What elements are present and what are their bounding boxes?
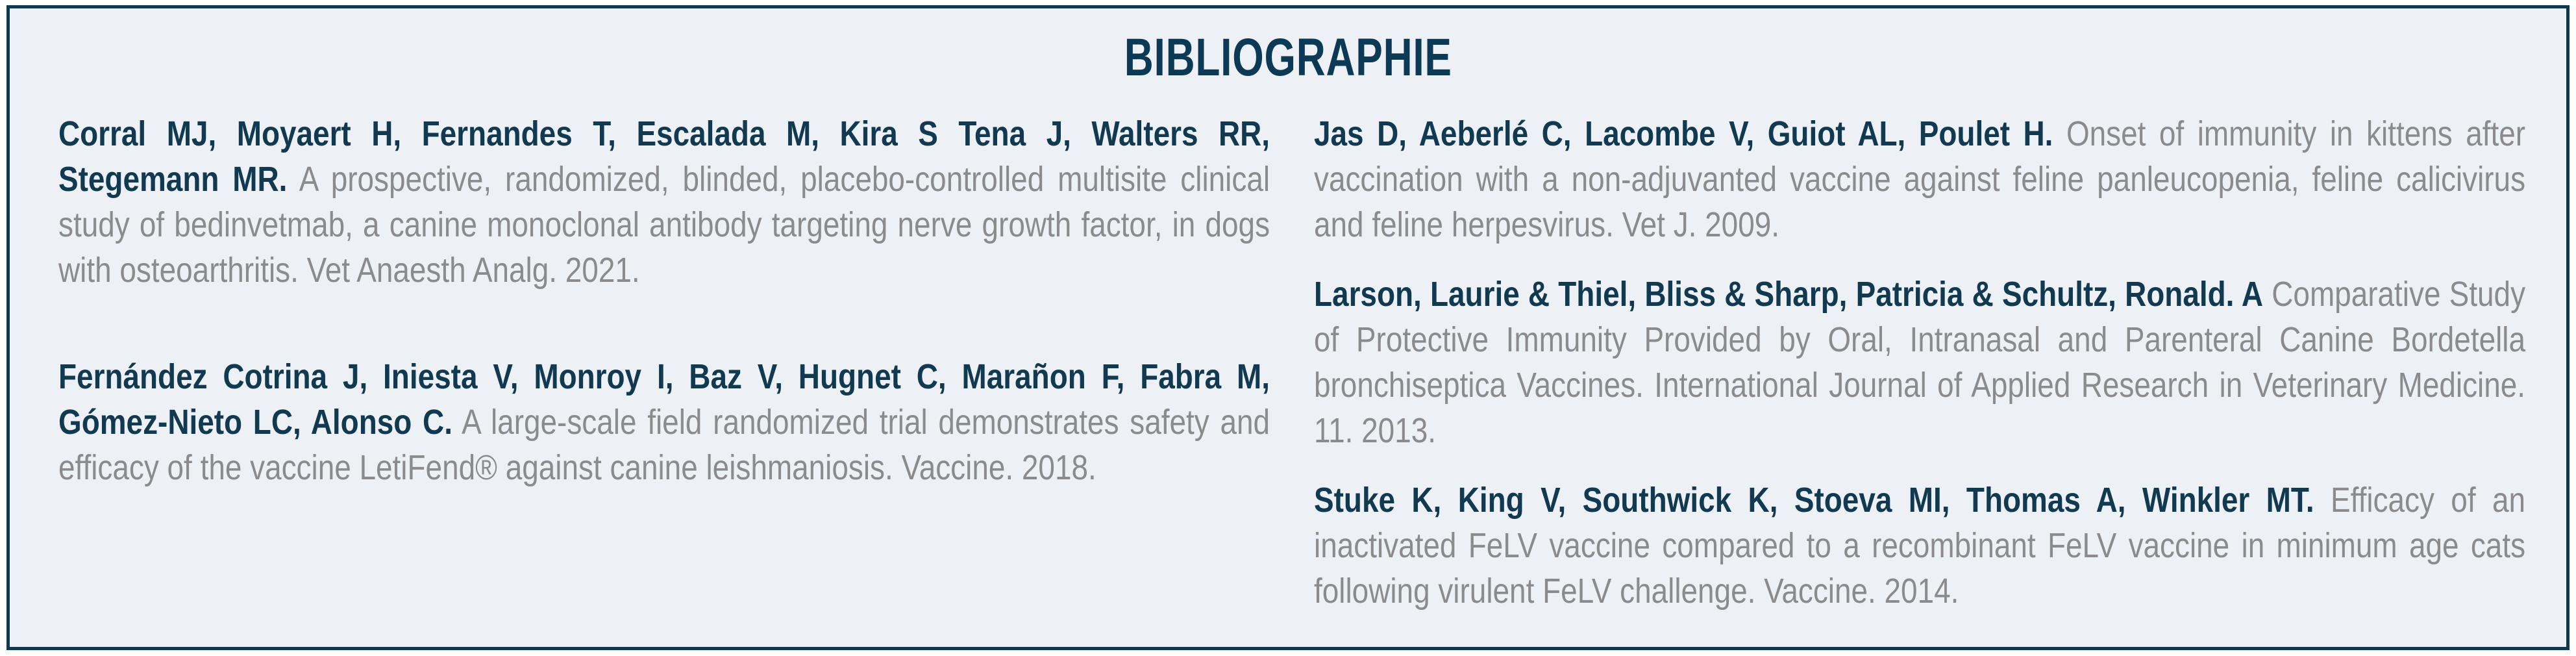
bibliography-title-row (10, 28, 2566, 87)
reference-entry (58, 111, 1270, 293)
reference-entry (58, 354, 1270, 490)
bibliography-panel (6, 5, 2570, 650)
reference-authors: Larson, Laurie & Thiel, Bliss & Sharp, Patricia & Schultz, Ronald. A (1314, 275, 2264, 314)
reference-text: Onset of immunity in kittens after vaccination with a non-adjuvanted vaccine against feline panleucopenia, feline calicivirus and feline herpesvirus. Vet J. 2009. (1314, 114, 2526, 244)
bibliography-columns (58, 111, 2525, 614)
reference-text: Comparative Study of Protective Immunity Provided by Oral, Intranasal and Parenteral Canine Bordetella bronchiseptica Vaccines. International Journal of Applied Research in Veterinary Medicine. 11. 2013. (1314, 275, 2526, 450)
column-left-inner (58, 111, 1270, 490)
reference-authors: Jas D, Aeberlé C, Lacombe V, Guiot AL, Poulet H. (1314, 114, 2053, 153)
reference-text: Efficacy of an inactivated FeLV vaccine compared to a recombinant FeLV vaccine in minimum age cats following virulent FeLV challenge. Vaccine. 2014. (1314, 481, 2526, 611)
column-right (1314, 111, 2525, 614)
reference-authors: Fernández Cotrina J, Iniesta V, Monroy I, Baz V, Hugnet C, Marañon F, Fabra M, Gómez-Nieto LC, Alonso C. (58, 357, 1270, 442)
column-right-inner (1314, 111, 2525, 614)
reference-entry (1314, 271, 2525, 453)
reference-authors: Corral MJ, Moyaert H, Fernandes T, Escalada M, Kira S Tena J, Walters RR, Stegemann MR. (58, 114, 1270, 199)
reference-authors: Stuke K, King V, Southwick K, Stoeva MI, Thomas A, Winkler MT. (1314, 481, 2314, 520)
reference-text: A large-scale field randomized trial demonstrates safety and efficacy of the vaccine LetiFend® against canine leishmaniosis. Vaccine. 2018. (58, 403, 1270, 487)
reference-entry (1314, 477, 2525, 614)
reference-entry (1314, 111, 2525, 247)
column-left (58, 111, 1270, 614)
reference-text: A prospective, randomized, blinded, placebo-controlled multisite clinical study of bedinvetmab, a canine monoclonal antibody targeting nerve growth factor, in dogs with osteoarthritis. Vet Anaesth Analg. 2021. (58, 160, 1270, 290)
bibliography-title: BIBLIOGRAPHIE (1124, 28, 1452, 87)
